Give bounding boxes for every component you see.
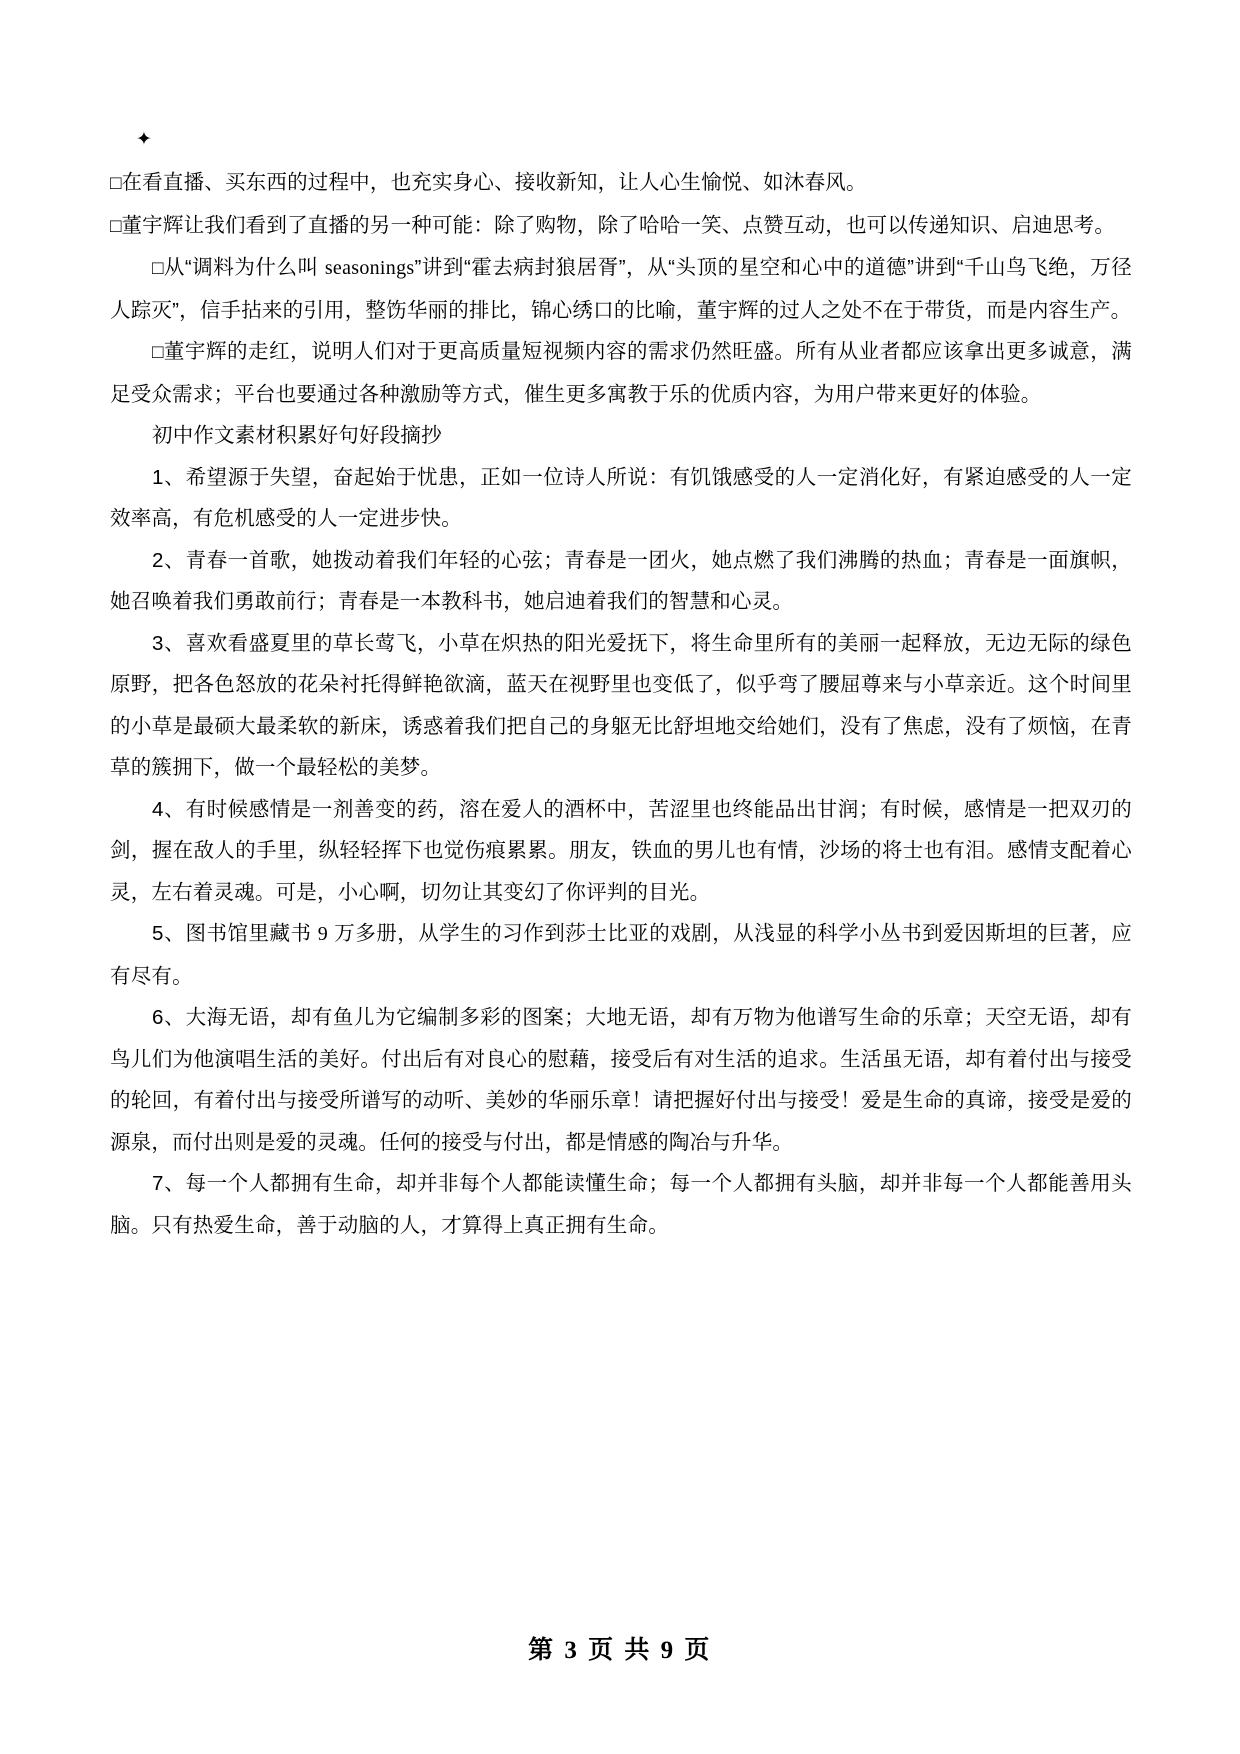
numbered-item-3 <box>110 623 1132 789</box>
checkbox-icon: □ <box>110 215 122 237</box>
section-heading: 初中作文素材积累好句好段摘抄 <box>152 424 442 447</box>
numbered-item-1 <box>110 457 1132 540</box>
bullet-marker-row <box>110 118 1132 162</box>
numbered-item-4-text: 有时候感情是一剂善变的药，溶在爱人的酒杯中，苦涩里也终能品出甘润；有时候，感情是一把双刃的剑，握在敌人的手里，纵轻轻挥下也觉伤痕累累。朋友，铁血的男儿也有情，沙场的将士也有泪。感情支配着心灵，左右着灵魂。可是，小心啊，切勿让其变幻了你评判的目光。 <box>110 797 1133 904</box>
page-footer: 第 3 页 共 9 页 <box>528 1637 712 1664</box>
numbered-item-2 <box>110 540 1132 623</box>
numbered-item-1-number: 1、 <box>152 465 186 489</box>
numbered-item-2-text: 青春一首歌，她拨动着我们年轻的心弦；青春是一团火，她点燃了我们沸腾的热血；青春是一面旗帜，她召唤着我们勇敢前行；青春是一本教科书，她启迪着我们的智慧和心灵。 <box>110 548 1133 613</box>
numbered-item-5-text-before: 图书馆里藏书 <box>185 922 318 945</box>
paragraph-3-latin-term: seasonings <box>324 257 415 279</box>
numbered-item-6-number: 6、 <box>152 1006 186 1029</box>
numbered-item-5 <box>110 913 1132 997</box>
checkbox-icon: □ <box>152 342 164 363</box>
numbered-item-3-text: 喜欢看盛夏里的草长莺飞，小草在炽热的阳光爱抚下，将生命里所有的美丽一起释放，无边无际的绿色原野，把各色怒放的花朵衬托得鲜艳欲滴，蓝天在视野里也变低了，似乎弯了腰屈尊来与小草亲近。这个时间里的小草是最硕大最柔软的新床，诱惑着我们把自己的身躯无比舒坦地交给她们，没有了焦虑，没有了烦恼，在青草的簇拥下，做一个最轻松的美梦。 <box>110 631 1133 779</box>
numbered-item-2-number: 2、 <box>152 548 186 572</box>
diamond-star-icon: ✦ <box>136 128 152 150</box>
numbered-item-3-number: 3、 <box>152 631 186 655</box>
paragraph-4 <box>110 331 1132 415</box>
numbered-item-7 <box>110 1163 1132 1246</box>
numbered-item-5-quantity: 9 <box>317 923 329 945</box>
paragraph-2-text: 董宇辉让我们看到了直播的另一种可能：除了购物，除了哈哈一笑、点赞互动，也可以传递知识、启迪思考。 <box>121 213 1116 237</box>
paragraph-4-text: 董宇辉的走红，说明人们对于更高质量短视频内容的需求仍然旺盛。所有从业者都应该拿出更多诚意，满足受众需求；平台也要通过各种激励等方式，催生更多寓教于乐的优质内容，为用户带来更好的体验。 <box>110 340 1132 406</box>
numbered-item-7-text: 每一个人都拥有生命，却并非每个人都能读懂生命；每一个人都拥有头脑，却并非每一个人都能善用头脑。只有热爱生命，善于动脑的人，才算得上真正拥有生命。 <box>110 1172 1133 1237</box>
document-body <box>110 162 1132 1246</box>
numbered-item-6 <box>110 997 1132 1163</box>
numbered-item-1-text: 希望源于失望，奋起始于忧患，正如一位诗人所说：有饥饿感受的人一定消化好，有紧迫感受的人一定效率高，有危机感受的人一定进步快。 <box>110 465 1133 530</box>
paragraph-3-text-before: 从“调料为什么叫 <box>163 256 325 279</box>
numbered-item-5-text-after: 万多册，从学生的习作到莎士比亚的戏剧，从浅显的科学小丛书到爱因斯坦的巨著，应有尽有。 <box>110 922 1132 988</box>
checkbox-icon: □ <box>152 258 164 279</box>
paragraph-1 <box>110 162 1132 205</box>
paragraph-3 <box>110 247 1132 331</box>
numbered-item-7-number: 7、 <box>152 1172 186 1195</box>
checkbox-icon: □ <box>110 173 122 194</box>
paragraph-3-text-after: ”讲到“霍去病封狼居胥”，从“头顶的星空和心中的道德”讲到“千山鸟飞绝，万径人踪灭”，信手拈来的引用，整饬华丽的排比，锦心绣口的比喻，董宇辉的过人之处不在于带货，而是内容生产。 <box>110 256 1132 322</box>
paragraph-2 <box>110 205 1132 248</box>
paragraph-1-text: 在看直播、买东西的过程中，也充实身心、接收新知，让人心生愉悦、如沐春风。 <box>121 171 867 194</box>
numbered-item-5-number: 5、 <box>152 922 186 945</box>
numbered-item-4-number: 4、 <box>152 797 186 821</box>
numbered-item-6-text: 大海无语，却有鱼儿为它编制多彩的图案；大地无语，却有万物为他谱写生命的乐章；天空无语，却有鸟儿们为他演唱生活的美好。付出后有对良心的慰藉，接受后有对生活的追求。生活虽无语，却有着付出与接受的轮回，有着付出与接受所谱写的动听、美妙的华丽乐章！请把握好付出与接受！爱是生命的真谛，接受是爱的源泉，而付出则是爱的灵魂。任何的接受与付出，都是情感的陶冶与升华。 <box>110 1006 1133 1154</box>
numbered-item-4 <box>110 789 1132 914</box>
